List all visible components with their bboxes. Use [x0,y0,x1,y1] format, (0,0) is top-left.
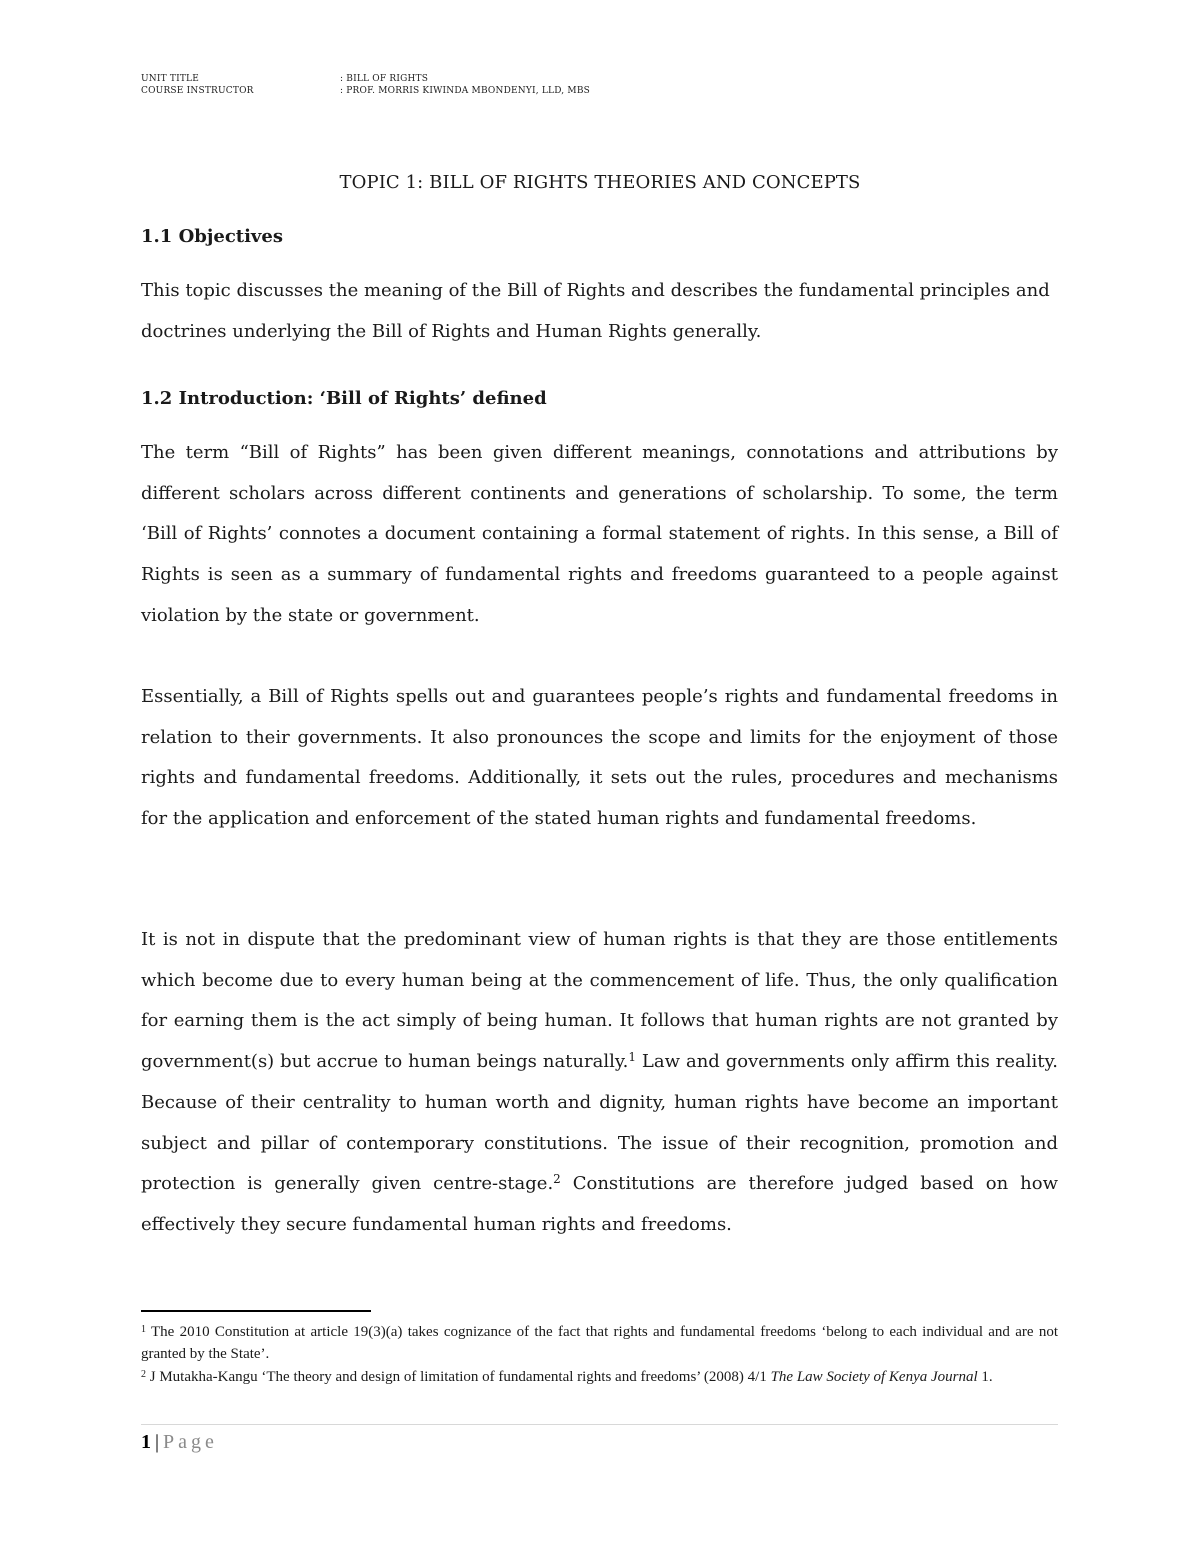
footnote-2-text-a: J Mutakha-Kangu ‘The theory and design of limitation of fundamental rights and freedoms’ (2008) 4/1 [146,1369,771,1385]
footnote-1-mark: 1 [141,1324,146,1335]
footnote-1-text: The 2010 Constitution at article 19(3)(a) takes cognizance of the fact that rights and fundamental freedoms ‘belong to each individual and are not granted by the State’. [141,1324,1058,1362]
paragraph-3-part-a: It is not in dispute that the predominant view of human rights is that they are those entitlements which become due to every human being at the commencement of life. Thus, the only qualification for earning them is the act simply of being human. It follows that human rights are not granted by government(s) but accrue to human beings naturally. [141,929,1058,1073]
paragraph-3 [141,920,1058,1246]
page-number: 1 [141,1431,151,1453]
paragraph-3-part-c: Constitutions are therefore judged based on how effectively they secure fundamental human rights and freedoms. [141,1173,1058,1235]
paragraph-3-part-b: Law and governments only affirm this reality. Because of their centrality to human worth and dignity, human rights have become an important subject and pillar of contemporary constitutions. The issue of their recognition, promotion and protection is generally given centre-stage. [141,1051,1059,1195]
footnote-separator [141,1310,371,1312]
footnote-2-journal: The Law Society of Kenya Journal [770,1369,978,1385]
instructor-label: COURSE INSTRUCTOR [141,86,254,96]
footnote-1 [141,1321,1058,1365]
footnote-2-text-b: 1. [977,1369,993,1385]
objectives-heading: 1.1 Objectives [141,226,283,247]
instructor-value: : PROF. MORRIS KIWINDA MBONDENYI, LLD, MBS [340,86,591,96]
footnote-ref-1[interactable]: 1 [628,1050,636,1065]
introduction-heading: 1.2 Introduction: ‘Bill of Rights’ defined [141,388,547,409]
paragraph-2: Essentially, a Bill of Rights spells out and guarantees people’s rights and fundamental freedoms in relation to their governments. It also pronounces the scope and limits for the enjoyment of those rights and fundamental freedoms. Additionally, it sets out the rules, procedures and mechanisms for the application and enforcement of the stated human rights and fundamental freedoms. [141,686,1058,830]
footnote-2-mark: 2 [141,1369,146,1380]
unit-title-value: : BILL OF RIGHTS [340,74,429,84]
footnote-ref-2[interactable]: 2 [553,1172,561,1187]
page-title: TOPIC 1: BILL OF RIGHTS THEORIES AND CONCEPTS [339,172,861,193]
objectives-paragraph: This topic discusses the meaning of the Bill of Rights and describes the fundamental principles and doctrines underlying the Bill of Rights and Human Rights generally. [141,280,1050,342]
footnote-2 [141,1366,1058,1388]
page-footer [141,1431,218,1454]
paragraph-1: The term “Bill of Rights” has been given different meanings, connotations and attributions by different scholars across different continents and generations of scholarship. To some, the term ‘Bill of Rights’ connotes a document containing a formal statement of rights. In this sense, a Bill of Rights is seen as a summary of fundamental rights and freedoms guaranteed to a people against violation by the state or government. [141,442,1058,626]
unit-title-label: UNIT TITLE [141,74,199,84]
page-label: Page [163,1431,218,1453]
footer-divider [141,1424,1058,1425]
footer-separator: | [155,1431,160,1453]
